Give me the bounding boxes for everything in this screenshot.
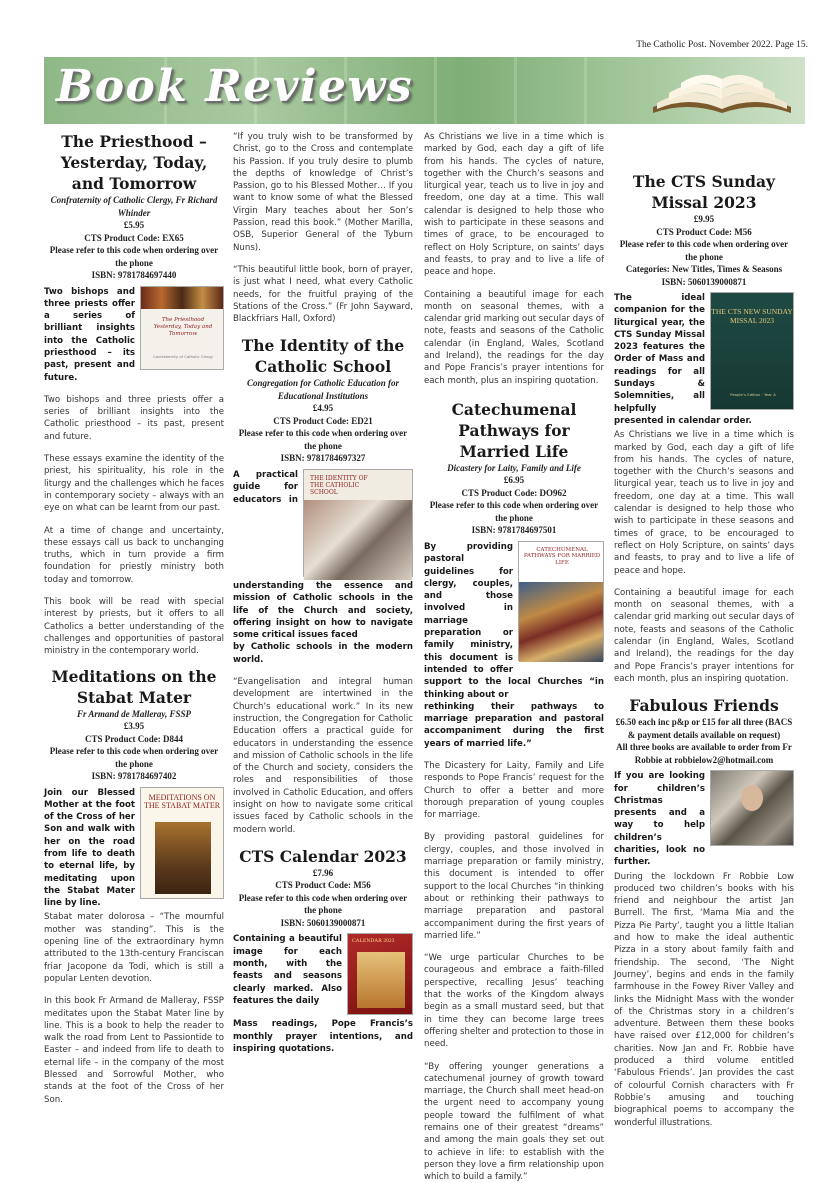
review-paragraph: During the lockdown Fr Robbie Low produced two children’s books with his friend and neighbour the artist Jan Burrell. The first, ‘Mama Mia and the Pizza Pie Party’, taught you a little Italian and how to make the ideal authentic Pizza in a story about family faith and friendship. The second, ‘The Night Journey’, begins and ends in the family farmhouse in the Fowey River Valley and links the Midnight Mass with the wonder of the Christmas story in a children’s adventure. Between them these books have raised over £12,000 for children’s charities. Now Jan and Fr. Robbie have produced a third volume entitled ‘Fabulous Friends’. Jan provides the cast of colourful Cornish characters with Fr Robbie’s amusing and touching biographical poems to accompany the wonderful illustrations.	[614, 871, 794, 1128]
review-paragraph: This book will be read with special interest by priests, but it offers to all Catholics a better understanding of the challenges and opportunities of pastoral ministry in the contemporary world.	[44, 597, 224, 657]
column-2	[233, 127, 413, 1055]
book-cover-catechumenal: CATECHUMENAL PATHWAYS FOR MARRIED LIFE	[518, 541, 604, 661]
review-lead: A practical guide for educators in understanding the essence and mission of Catholic schools in the life of the Church and society, offering insight on how to navigate some critical issues faced	[233, 469, 413, 641]
book-cover-priesthood: The Priesthood Yesterday, Today and Tomorrow Confraternity of Catholic Clergy	[140, 286, 224, 370]
review-title-stabat: Meditations on the Stabat Mater	[51, 666, 217, 707]
review-title-calendar: CTS Calendar 2023	[239, 846, 407, 866]
column-1	[44, 127, 224, 1106]
review-meta-fabulous: £6.50 each inc p&p or £15 for all three (BACS & payment details available on request) All three books are available to order from Fr Robbie at robbielow2@hotmail.com	[615, 717, 793, 765]
review-meta-identity: Congregation for Catholic Education for Educational Institutions £4.95 CTS Product Code: ED21 Please refer to this code when ordering over the phone ISBN: 9781784697327	[238, 378, 408, 464]
review-lead: Two bishops and three priests offer a series of brilliant insights into the Catholic priesthood – its past, present and future.	[44, 286, 135, 383]
review-paragraph: The Dicastery for Laity, Family and Life responds to Pope Francis’ request for the Church to offer a better and more thorough preparation of young couples for marriage.	[424, 760, 604, 821]
review-meta-catechumenal: Dicastery for Laity, Family and Life £6.95 CTS Product Code: DO962 Please refer to this code when ordering over the phone ISBN: 9781784697501	[429, 462, 599, 536]
review-lead-end: by Catholic schools in the modern world.	[233, 642, 413, 665]
book-cover-identity: THE IDENTITY OF THE CATHOLIC SCHOOL	[303, 469, 413, 577]
review-paragraph: As Christians we live in a time which is marked by God, each day a gift of life from his hands. The cycles of nature, together with the Church’s seasons and liturgical year, teach us to live in joy and freedom, one day at a time. This wall calendar is designed to help those who wish to participate in these seasons and times of grace, to be encouraged to reflect on Holy Scripture, on saints’ days and feasts, to pray and to live a life of peace and hope.	[424, 132, 604, 278]
review-paragraph: Two bishops and three priests offer a series of brilliant insights into the Catholic priesthood – its past, present and future.	[44, 394, 224, 442]
review-paragraph: “By offering younger generations a catechumenal journey of growth toward marriage, the Church shall meet head-on the urgent need to accompany young people toward the fulfilment of what remains one of their greatest “dreams” and among the main goals they set out to achieve in life: to establish with the person they love a firm relationship upon which to build a family.”	[424, 1061, 604, 1183]
review-paragraph: “If you truly wish to be transformed by Christ, go to the Cross and contemplate his Passion. If you truly desire to plumb the depths of knowledge of Christ’s Passion, go to his Blessed Mother… If you want to know some of what the Blessed Virgin Mary teaches about her Son’s Passion, read this book.” (Mother Marilla, OSB, Superior General of the Tyburn Nuns).	[233, 132, 413, 253]
review-meta-stabat: Fr Armand de Malleray, FSSP £3.95 CTS Product Code: D844 Please refer to this code when ordering over the phone ISBN: 9781784697402	[49, 708, 219, 782]
review-title-priesthood: The Priesthood – Yesterday, Today, and Tomorrow	[60, 132, 208, 193]
review-lead-end: Mass readings, Pope Francis’s monthly prayer intentions, and inspiring quotations.	[233, 1019, 413, 1054]
review-paragraph: As Christians we live in a time which is marked by God, each day a gift of life from his hands. The cycles of nature, together with the Church’s seasons and liturgical year, teach us to live in joy and freedom, one day at a time. This wall calendar is designed to help those who wish to participate in these seasons and times of grace, to be encouraged to reflect on Holy Scripture, on saints’ days and feasts, to pray and to live a life of peace and hope.	[614, 430, 794, 576]
banner-title: Book Reviews	[56, 61, 414, 112]
review-title-fabulous: Fabulous Friends	[629, 696, 779, 716]
review-paragraph: “Evangelisation and integral human development are intertwined in the Church’s educational work.” In its new instruction, the Congregation for Catholic Education offers a practical guide for educators in understanding the essence and mission of Catholic schools in the life of the Church and society, considers the roles and responsibilities of those involved in Catholic Education, and offers insight on how to navigate some critical issues faced by Catholic schools in the modern world.	[233, 677, 413, 835]
review-paragraph: At a time of change and uncertainty, these essays call us back to unchanging truths, which in turn provide a firm foundation for priestly ministry both today and tomorrow.	[44, 525, 224, 585]
author-photo	[710, 770, 794, 846]
review-lead: If you are looking for children’s Christmas presents and a way to help children’s charities, look no further.	[614, 771, 705, 868]
order-contact: All three books are available to order from Fr Robbie at robbielow2@hotmail.com	[616, 742, 792, 765]
review-lead: Containing a beautiful image for each month, with the feasts and seasons clearly marked. Also features the daily	[233, 934, 342, 1006]
page-header: The Catholic Post. November 2022. Page 15.	[636, 40, 808, 50]
open-book-icon	[647, 63, 797, 121]
review-title-identity: The Identity of the Catholic School	[241, 336, 405, 377]
review-meta-calendar: £7.96 CTS Product Code: M56 Please refer to this code when ordering over the phone ISBN: 5060139000871	[238, 867, 408, 928]
column-3	[424, 127, 604, 1183]
review-paragraph: These essays examine the identity of the priest, his spirituality, his role in the liturgy and the challenges which he faces in contemporary society – always with an eye on what can be learnt from our past.	[44, 454, 224, 514]
review-paragraph: Containing a beautiful image for each month on seasonal themes, with a calendar grid marking out secular days of note, feasts and seasons of the Catholic calendar (in England, Wales, Scotland and Ireland), the readings for the day and Pope Francis’s prayer intentions for each month, plus an inspiring quotation.	[614, 587, 794, 684]
review-meta-missal: £9.95 CTS Product Code: M56 Please refer to this code when ordering over the phone Categories: New Titles, Times & Seasons ISBN: 5060139000871	[619, 214, 789, 287]
banner	[44, 57, 805, 124]
review-title-missal: The CTS Sunday Missal 2023	[632, 172, 776, 212]
book-cover-stabat: MEDITATIONS ON THE STABAT MATER	[140, 787, 224, 899]
book-cover-missal: THE CTS NEW SUNDAY MISSAL 2023 People’s Edition · Year A	[710, 292, 794, 410]
review-paragraph: Containing a beautiful image for each month on seasonal themes, with a calendar grid marking out secular days of note, feasts and seasons of the Catholic calendar (in England, Wales, Scotland and Ireland), the readings for the day and Pope Francis’s prayer intentions for each month, plus an inspiring quotation.	[424, 289, 604, 386]
column-4	[614, 127, 794, 1129]
review-paragraph: Stabat mater dolorosa – “The mournful mother was standing”. This is the opening line of the extraordinary hymn attributed to the 13th-century Franciscan friar Jacopone da Todi, which is still a popular Lenten devotion.	[44, 912, 224, 984]
review-lead: The ideal companion for the liturgical year, the CTS Sunday Missal 2023 features the Order of Mass and readings for all Sundays & Solemnities, all helpfully presented in calendar order.	[614, 293, 752, 426]
review-paragraph: “We urge particular Churches to be courageous and embrace a faith-filled perspective, recalling Jesus’ teaching that the works of the Kingdom always begin as a small mustard seed, but that in time they can become large trees offering shelter and protection to those in need.	[424, 953, 604, 1050]
review-title-catechumenal: Catechumenal Pathways for Married Life	[451, 399, 577, 461]
review-lead: By providing pastoral guidelines for clergy, couples, and those involved in marriage preparation or family ministry, this document is intended to offer support to the local Churches “in thinking about or	[424, 541, 604, 700]
review-lead: Join our Blessed Mother at the foot of the Cross of her Son and walk with her on the road from life to death to eternal life, by meditating upon the Stabat Mater line by line.	[44, 787, 135, 909]
review-meta-priesthood: Confraternity of Catholic Clergy, Fr Richard Whinder £5.95 CTS Product Code: EX65 Please refer to this code when ordering over the phone ISBN: 9781784697440	[49, 195, 219, 280]
review-lead-end: rethinking their pathways to marriage preparation and pastoral accompaniment during the first years of married life.”	[424, 701, 604, 749]
review-paragraph: In this book Fr Armand de Malleray, FSSP meditates upon the Stabat Mater line by line. This is a book to help the reader to walk the road from Lent to Passiontide to Easter – and indeed from life to death to eternal life – in the company of the most Blessed and Sorrowful Mother, who stands at the foot of the Cross of her Son.	[44, 996, 224, 1105]
review-paragraph: “This beautiful little book, born of prayer, is just what I need, what every Catholic needs, for the fruitful praying of the Stations of the Cross.” (Fr John Sayward, Blackfriars Hall, Oxford)	[233, 264, 413, 325]
review-paragraph: By providing pastoral guidelines for clergy, couples, and those involved in marriage preparation or family ministry, this document is intended to offer support to the local Churches “in thinking about or rethinking their pathways to marriage preparation and pastoral accompaniment during the first years of married life.”	[424, 832, 604, 941]
book-cover-calendar: CALENDAR 2023	[347, 933, 413, 1015]
